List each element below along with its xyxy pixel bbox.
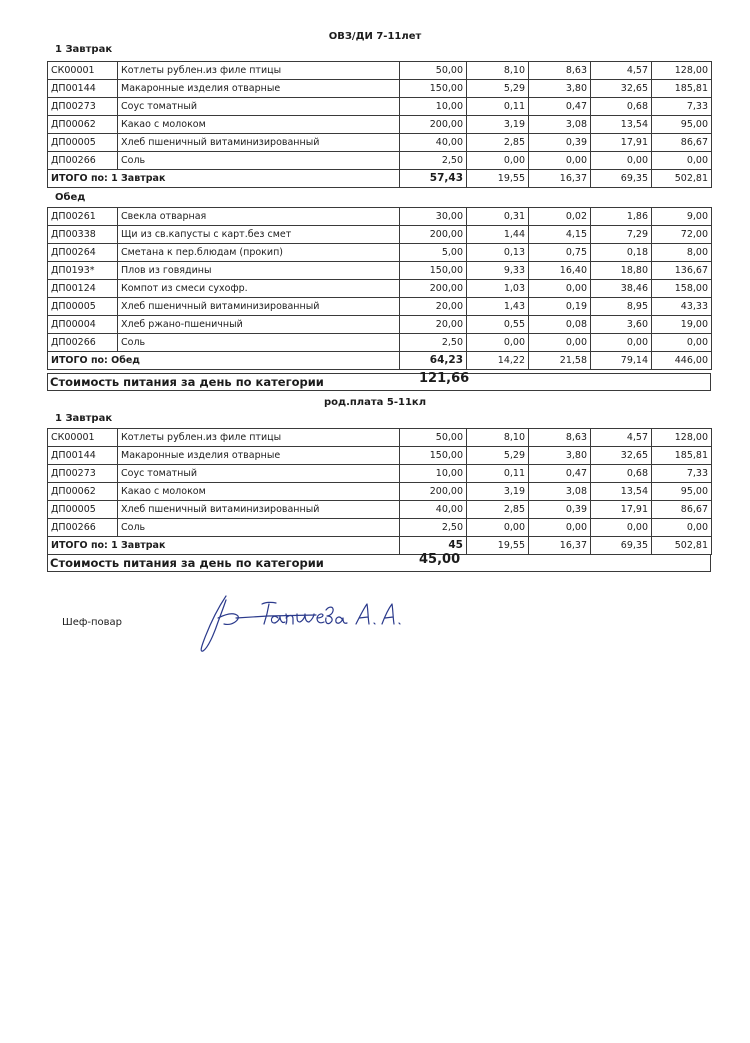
item-name: Хлеб пшеничный витаминизированный bbox=[118, 298, 400, 316]
item-fat: 0,47 bbox=[529, 465, 591, 483]
item-fat: 16,40 bbox=[529, 262, 591, 280]
item-code: ДП00266 bbox=[48, 519, 118, 537]
item-kcal: 43,33 bbox=[652, 298, 712, 316]
item-carbs: 38,46 bbox=[591, 280, 652, 298]
table-row bbox=[48, 80, 712, 98]
item-code: ДП00005 bbox=[48, 501, 118, 519]
item-protein: 8,10 bbox=[467, 429, 529, 447]
item-carbs: 13,54 bbox=[591, 116, 652, 134]
item-protein: 0,11 bbox=[467, 465, 529, 483]
item-fat: 3,80 bbox=[529, 80, 591, 98]
item-carbs: 0,68 bbox=[591, 465, 652, 483]
total-label: ИТОГО по: 1 Завтрак bbox=[48, 170, 118, 188]
item-weight: 50,00 bbox=[400, 62, 467, 80]
item-kcal: 95,00 bbox=[652, 483, 712, 501]
item-kcal: 7,33 bbox=[652, 465, 712, 483]
total-price: 45 bbox=[400, 537, 467, 555]
item-weight: 150,00 bbox=[400, 447, 467, 465]
table-row bbox=[48, 447, 712, 465]
item-carbs: 32,65 bbox=[591, 80, 652, 98]
total-protein: 19,55 bbox=[467, 537, 529, 555]
item-name: Соль bbox=[118, 334, 400, 352]
item-protein: 1,43 bbox=[467, 298, 529, 316]
total-fat: 21,58 bbox=[529, 352, 591, 370]
total-label: ИТОГО по: Обед bbox=[48, 352, 118, 370]
item-weight: 10,00 bbox=[400, 98, 467, 116]
item-kcal: 95,00 bbox=[652, 116, 712, 134]
item-carbs: 13,54 bbox=[591, 483, 652, 501]
item-fat: 0,19 bbox=[529, 298, 591, 316]
item-code: ДП00266 bbox=[48, 152, 118, 170]
total-kcal: 502,81 bbox=[652, 537, 712, 555]
item-name: Соль bbox=[118, 519, 400, 537]
table-row bbox=[48, 98, 712, 116]
table-row bbox=[48, 501, 712, 519]
item-weight: 200,00 bbox=[400, 226, 467, 244]
item-weight: 150,00 bbox=[400, 80, 467, 98]
table-row bbox=[48, 429, 712, 447]
page-title: ОВЗ/ДИ 7-11лет bbox=[328, 31, 422, 42]
table-row bbox=[48, 334, 712, 352]
item-weight: 20,00 bbox=[400, 316, 467, 334]
total-carbs: 69,35 bbox=[591, 537, 652, 555]
total-protein: 14,22 bbox=[467, 352, 529, 370]
item-weight: 10,00 bbox=[400, 465, 467, 483]
item-code: ДП00004 bbox=[48, 316, 118, 334]
item-code: ДП00062 bbox=[48, 483, 118, 501]
item-fat: 0,47 bbox=[529, 98, 591, 116]
item-kcal: 86,67 bbox=[652, 134, 712, 152]
item-code: ДП00144 bbox=[48, 80, 118, 98]
daily-cost-box-paid bbox=[47, 554, 711, 572]
item-name: Какао с молоком bbox=[118, 116, 400, 134]
item-name: Макаронные изделия отварные bbox=[118, 447, 400, 465]
total-price: 57,43 bbox=[400, 170, 467, 188]
item-fat: 3,08 bbox=[529, 116, 591, 134]
item-carbs: 7,29 bbox=[591, 226, 652, 244]
item-fat: 0,75 bbox=[529, 244, 591, 262]
total-carbs: 69,35 bbox=[591, 170, 652, 188]
item-name: Хлеб ржано-пшеничный bbox=[118, 316, 400, 334]
item-protein: 3,19 bbox=[467, 483, 529, 501]
table-row bbox=[48, 226, 712, 244]
lunch-rows bbox=[48, 208, 712, 352]
item-protein: 0,00 bbox=[467, 334, 529, 352]
item-name: Макаронные изделия отварные bbox=[118, 80, 400, 98]
item-kcal: 136,67 bbox=[652, 262, 712, 280]
daily-cost-value: 45,00 bbox=[419, 552, 461, 567]
item-code: ДП0193* bbox=[48, 262, 118, 280]
item-protein: 0,00 bbox=[467, 519, 529, 537]
item-code: СК00001 bbox=[48, 62, 118, 80]
item-fat: 8,63 bbox=[529, 62, 591, 80]
item-kcal: 19,00 bbox=[652, 316, 712, 334]
breakfast-table bbox=[47, 61, 712, 188]
item-weight: 40,00 bbox=[400, 501, 467, 519]
item-kcal: 0,00 bbox=[652, 334, 712, 352]
item-kcal: 0,00 bbox=[652, 519, 712, 537]
breakfast-total-row bbox=[48, 170, 712, 188]
item-weight: 200,00 bbox=[400, 116, 467, 134]
item-code: ДП00266 bbox=[48, 334, 118, 352]
item-code: ДП00144 bbox=[48, 447, 118, 465]
total-fat: 16,37 bbox=[529, 537, 591, 555]
item-carbs: 3,60 bbox=[591, 316, 652, 334]
item-kcal: 7,33 bbox=[652, 98, 712, 116]
item-protein: 0,00 bbox=[467, 152, 529, 170]
item-protein: 0,55 bbox=[467, 316, 529, 334]
total-gap bbox=[118, 352, 400, 370]
item-code: ДП00273 bbox=[48, 465, 118, 483]
section-label-breakfast: 1 Завтрак bbox=[55, 44, 113, 55]
item-weight: 2,50 bbox=[400, 519, 467, 537]
table-row bbox=[48, 152, 712, 170]
item-name: Соль bbox=[118, 152, 400, 170]
item-kcal: 86,67 bbox=[652, 501, 712, 519]
item-protein: 5,29 bbox=[467, 80, 529, 98]
table-row bbox=[48, 298, 712, 316]
table-row bbox=[48, 134, 712, 152]
item-carbs: 0,00 bbox=[591, 152, 652, 170]
item-code: ДП00062 bbox=[48, 116, 118, 134]
total-kcal: 502,81 bbox=[652, 170, 712, 188]
item-protein: 2,85 bbox=[467, 501, 529, 519]
item-carbs: 0,00 bbox=[591, 334, 652, 352]
item-fat: 0,00 bbox=[529, 519, 591, 537]
table-row bbox=[48, 62, 712, 80]
item-fat: 0,00 bbox=[529, 152, 591, 170]
item-protein: 3,19 bbox=[467, 116, 529, 134]
item-name: Плов из говядины bbox=[118, 262, 400, 280]
item-code: ДП00005 bbox=[48, 298, 118, 316]
item-weight: 2,50 bbox=[400, 334, 467, 352]
section-label-lunch: Обед bbox=[55, 192, 86, 203]
total-carbs: 79,14 bbox=[591, 352, 652, 370]
item-protein: 9,33 bbox=[467, 262, 529, 280]
item-protein: 0,11 bbox=[467, 98, 529, 116]
total-fat: 16,37 bbox=[529, 170, 591, 188]
section-label-breakfast-paid: 1 Завтрак bbox=[55, 413, 113, 424]
item-name: Сметана к пер.блюдам (прокип) bbox=[118, 244, 400, 262]
item-code: ДП00264 bbox=[48, 244, 118, 262]
lunch-total-row bbox=[48, 352, 712, 370]
item-carbs: 4,57 bbox=[591, 429, 652, 447]
item-code: ДП00124 bbox=[48, 280, 118, 298]
item-kcal: 128,00 bbox=[652, 62, 712, 80]
item-weight: 2,50 bbox=[400, 152, 467, 170]
table-row bbox=[48, 519, 712, 537]
item-fat: 0,39 bbox=[529, 501, 591, 519]
breakfast-rows bbox=[48, 62, 712, 170]
item-carbs: 1,86 bbox=[591, 208, 652, 226]
item-kcal: 8,00 bbox=[652, 244, 712, 262]
item-weight: 30,00 bbox=[400, 208, 467, 226]
table-row bbox=[48, 262, 712, 280]
breakfast-paid-rows bbox=[48, 429, 712, 537]
item-weight: 5,00 bbox=[400, 244, 467, 262]
item-weight: 200,00 bbox=[400, 280, 467, 298]
breakfast-paid-table bbox=[47, 428, 712, 555]
item-fat: 0,00 bbox=[529, 280, 591, 298]
table-row bbox=[48, 208, 712, 226]
table-row bbox=[48, 465, 712, 483]
item-kcal: 185,81 bbox=[652, 447, 712, 465]
item-protein: 1,03 bbox=[467, 280, 529, 298]
item-weight: 20,00 bbox=[400, 298, 467, 316]
item-name: Свекла отварная bbox=[118, 208, 400, 226]
item-kcal: 72,00 bbox=[652, 226, 712, 244]
daily-cost-box bbox=[47, 373, 711, 391]
item-protein: 0,13 bbox=[467, 244, 529, 262]
item-carbs: 0,68 bbox=[591, 98, 652, 116]
daily-cost-label: Стоимость питания за день по категории bbox=[50, 375, 324, 389]
item-code: ДП00005 bbox=[48, 134, 118, 152]
table-row bbox=[48, 280, 712, 298]
table-row bbox=[48, 316, 712, 334]
item-name: Хлеб пшеничный витаминизированный bbox=[118, 134, 400, 152]
section-title-paid: род.плата 5-11кл bbox=[323, 397, 427, 408]
item-carbs: 4,57 bbox=[591, 62, 652, 80]
item-carbs: 0,18 bbox=[591, 244, 652, 262]
item-name: Хлеб пшеничный витаминизированный bbox=[118, 501, 400, 519]
item-code: ДП00338 bbox=[48, 226, 118, 244]
item-carbs: 0,00 bbox=[591, 519, 652, 537]
total-kcal: 446,00 bbox=[652, 352, 712, 370]
item-protein: 2,85 bbox=[467, 134, 529, 152]
item-carbs: 18,80 bbox=[591, 262, 652, 280]
item-protein: 0,31 bbox=[467, 208, 529, 226]
item-fat: 0,39 bbox=[529, 134, 591, 152]
item-code: ДП00261 bbox=[48, 208, 118, 226]
chef-label: Шеф-повар bbox=[62, 617, 123, 628]
item-kcal: 0,00 bbox=[652, 152, 712, 170]
item-fat: 3,08 bbox=[529, 483, 591, 501]
item-protein: 5,29 bbox=[467, 447, 529, 465]
total-price: 64,23 bbox=[400, 352, 467, 370]
total-label: ИТОГО по: 1 Завтрак bbox=[48, 537, 118, 555]
total-protein: 19,55 bbox=[467, 170, 529, 188]
item-code: СК00001 bbox=[48, 429, 118, 447]
item-weight: 200,00 bbox=[400, 483, 467, 501]
item-kcal: 185,81 bbox=[652, 80, 712, 98]
item-kcal: 9,00 bbox=[652, 208, 712, 226]
item-name: Компот из смеси сухофр. bbox=[118, 280, 400, 298]
table-row bbox=[48, 116, 712, 134]
item-carbs: 17,91 bbox=[591, 501, 652, 519]
item-weight: 150,00 bbox=[400, 262, 467, 280]
daily-cost-value: 121,66 bbox=[419, 371, 470, 386]
item-fat: 8,63 bbox=[529, 429, 591, 447]
item-carbs: 32,65 bbox=[591, 447, 652, 465]
breakfast-paid-total-row bbox=[48, 537, 712, 555]
item-carbs: 17,91 bbox=[591, 134, 652, 152]
chef-signature bbox=[196, 588, 416, 658]
item-protein: 8,10 bbox=[467, 62, 529, 80]
item-weight: 40,00 bbox=[400, 134, 467, 152]
lunch-table bbox=[47, 207, 712, 370]
item-name: Котлеты рублен.из филе птицы bbox=[118, 62, 400, 80]
item-fat: 4,15 bbox=[529, 226, 591, 244]
item-fat: 3,80 bbox=[529, 447, 591, 465]
daily-cost-label: Стоимость питания за день по категории bbox=[50, 556, 324, 570]
item-name: Соус томатный bbox=[118, 465, 400, 483]
item-kcal: 128,00 bbox=[652, 429, 712, 447]
item-fat: 0,00 bbox=[529, 334, 591, 352]
item-fat: 0,02 bbox=[529, 208, 591, 226]
item-fat: 0,08 bbox=[529, 316, 591, 334]
item-name: Щи из св.капусты с карт.без смет bbox=[118, 226, 400, 244]
table-row bbox=[48, 483, 712, 501]
item-weight: 50,00 bbox=[400, 429, 467, 447]
item-carbs: 8,95 bbox=[591, 298, 652, 316]
item-name: Какао с молоком bbox=[118, 483, 400, 501]
item-name: Соус томатный bbox=[118, 98, 400, 116]
table-row bbox=[48, 244, 712, 262]
item-code: ДП00273 bbox=[48, 98, 118, 116]
item-protein: 1,44 bbox=[467, 226, 529, 244]
item-name: Котлеты рублен.из филе птицы bbox=[118, 429, 400, 447]
item-kcal: 158,00 bbox=[652, 280, 712, 298]
